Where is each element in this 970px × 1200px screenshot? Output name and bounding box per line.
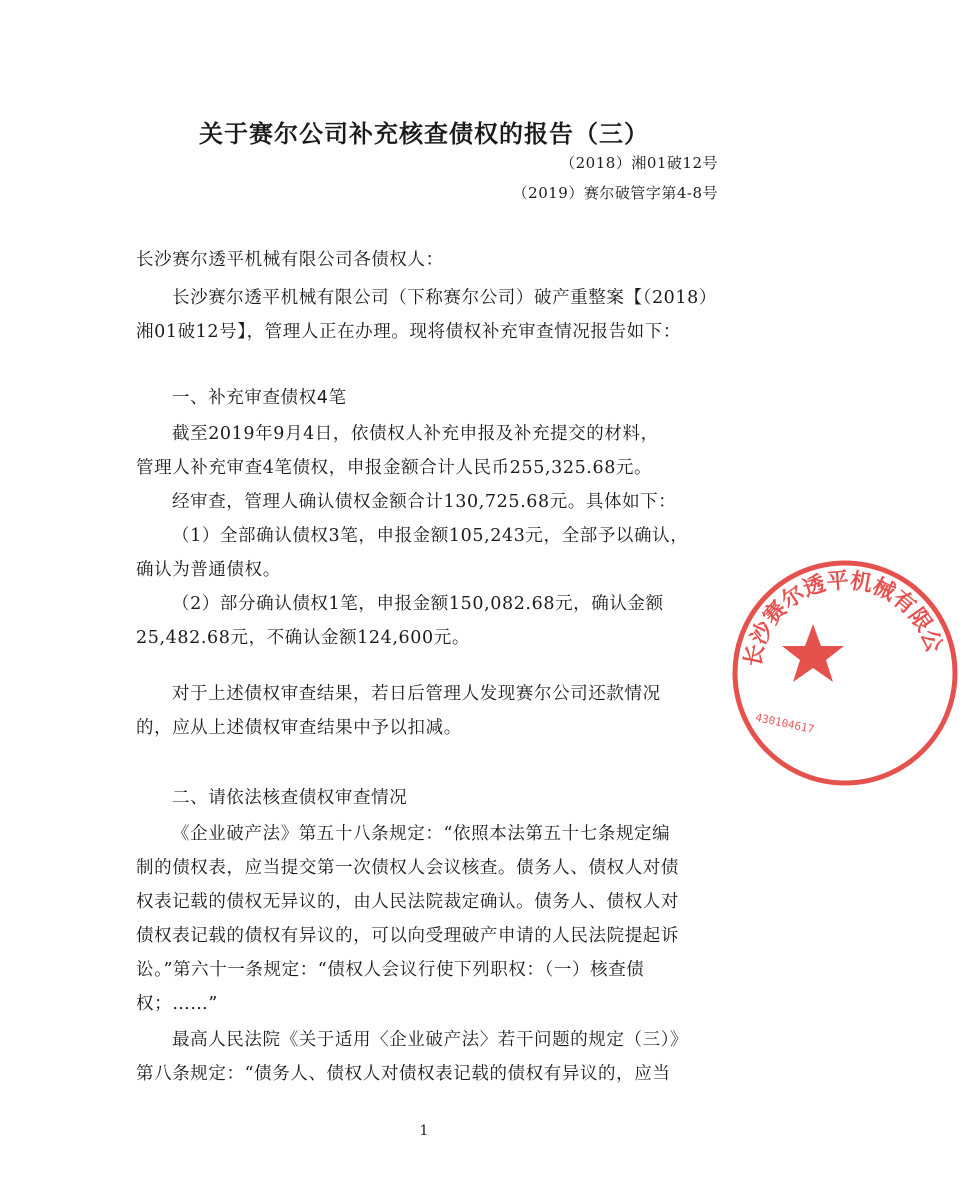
body-line: 《企业破产法》第五十八条规定：“依照本法第五十七条规定编	[172, 824, 671, 844]
body-line: （2）部分确认债权1笔，申报金额150,082.68元，确认金额	[172, 594, 664, 614]
case-number: （2018）湘01破12号	[560, 154, 718, 172]
body-line: 经审查，管理人确认债权金额合计130,725.68元。具体如下：	[172, 492, 677, 512]
body-line: 权；……”	[136, 994, 218, 1014]
admin-document-number: （2019）赛尔破管字第4-8号	[512, 184, 718, 202]
seal-code: 430104617	[754, 710, 816, 737]
body-line: 最高人民法院《关于适用〈企业破产法〉若干问题的规定（三）》	[172, 1030, 689, 1050]
document-title: 关于赛尔公司补充核查债权的报告（三）	[199, 120, 649, 148]
addressee: 长沙赛尔透平机械有限公司各债权人：	[136, 250, 444, 270]
body-line: （1）全部确认债权3笔，申报金额105,243元，全部予以确认，	[172, 526, 689, 546]
seal-star-icon	[782, 624, 844, 682]
body-line: 长沙赛尔透平机械有限公司（下称赛尔公司）破产重整案【（2018）	[172, 288, 717, 308]
page-number: 1	[419, 1123, 429, 1139]
company-seal	[720, 548, 970, 798]
body-line: 第八条规定：“债务人、债权人对债权表记载的债权有异议的，应当	[136, 1064, 671, 1084]
body-line: 管理人补充审查4笔债权，申报金额合计人民币255,325.68元。	[136, 458, 653, 478]
body-line: 的，应从上述债权审查结果中予以扣减。	[136, 718, 462, 738]
body-line: 权表记载的债权无异议的，由人民法院裁定确认。债务人、债权人对	[136, 892, 679, 912]
section-heading-2: 二、请依法核查债权审查情况	[172, 788, 408, 808]
body-line: 确认为普通债权。	[136, 560, 281, 580]
body-line: 债权表记载的债权有异议的，可以向受理破产申请的人民法院提起诉	[136, 926, 679, 946]
body-line: 截至2019年9月4日，依债权人补充申报及补充提交的材料，	[172, 424, 659, 444]
body-line: 湘01破12号】，管理人正在办理。现将债权补充审查情况报告如下：	[136, 322, 681, 342]
body-line: 讼。”第六十一条规定：“债权人会议行使下列职权：（一）核查债	[136, 960, 645, 980]
body-line: 对于上述债权审查结果，若日后管理人发现赛尔公司还款情况	[172, 684, 661, 704]
body-line: 制的债权表，应当提交第一次债权人会议核查。债务人、债权人对债	[136, 858, 679, 878]
section-heading-1: 一、补充审查债权4笔	[172, 388, 347, 408]
seal-outer-ring	[735, 563, 955, 783]
body-line: 25,482.68元，不确认金额124,600元。	[136, 628, 470, 648]
seal-text: 长沙赛尔透平机械有限公	[740, 568, 947, 669]
